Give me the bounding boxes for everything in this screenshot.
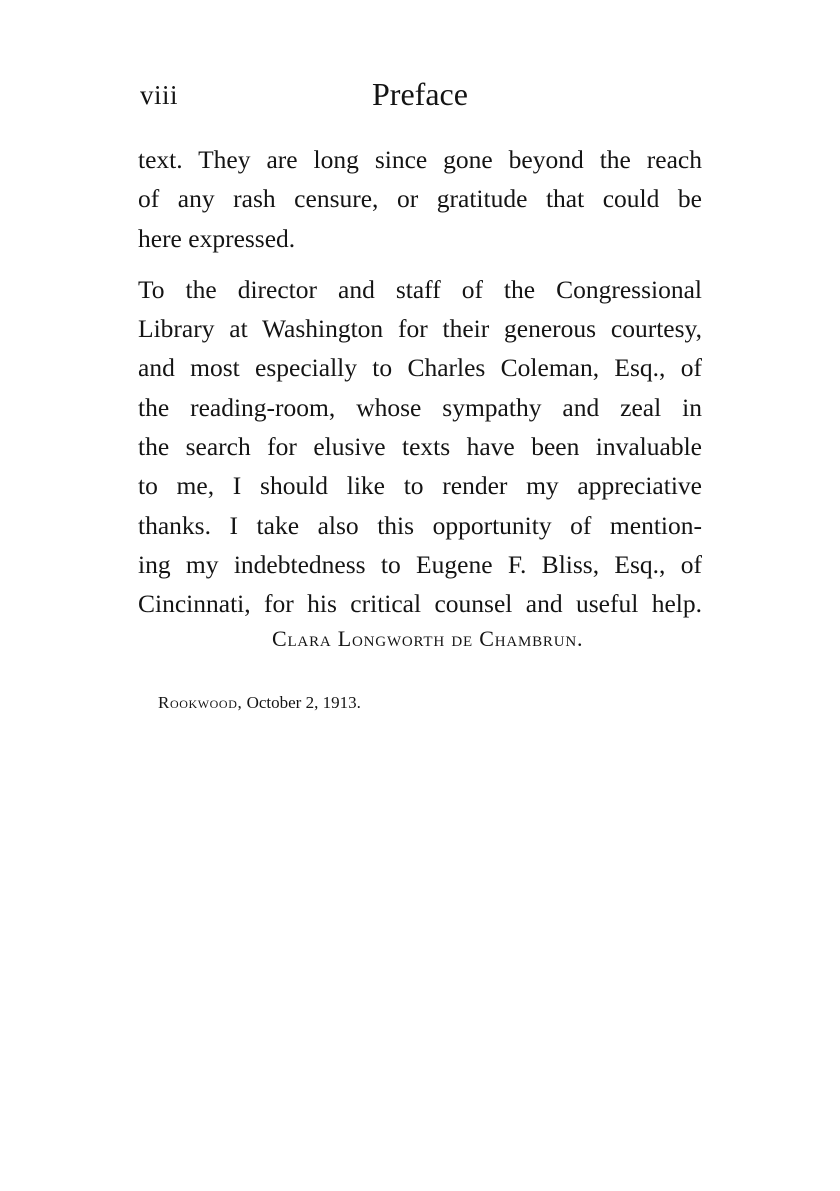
dateline-place: Rookwood, xyxy=(158,693,243,712)
dateline xyxy=(158,693,361,713)
running-head xyxy=(140,76,700,116)
preface-body xyxy=(138,140,702,624)
author-signature: Clara Longworth de Chambrun. xyxy=(272,626,584,651)
text-line: to me, I should like to render my appreciative xyxy=(138,471,702,501)
text-line: here expressed. xyxy=(138,223,296,253)
page-number: viii xyxy=(140,80,179,110)
text-line: the reading-room, whose sympathy and zeal in xyxy=(138,392,702,422)
text-line: the search for elusive texts have been invaluable xyxy=(138,432,702,462)
text-line: ing my indebtedness to Eugene F. Bliss, Esq., of xyxy=(138,549,702,579)
paragraph-spacer xyxy=(138,258,702,270)
text-line: Cincinnati, for his critical counsel and useful help. xyxy=(138,589,702,619)
text-line: of any rash censure, or gratitude that could be xyxy=(138,184,702,214)
page-title: Preface xyxy=(372,76,468,112)
dateline-date: October 2, 1913. xyxy=(246,693,361,712)
paragraph-1 xyxy=(138,140,702,258)
text-line: text. They are long since gone beyond the reach xyxy=(138,145,702,174)
text-line: and most especially to Charles Coleman, Esq., of xyxy=(138,353,702,383)
text-line: To the director and staff of the Congressional xyxy=(138,274,702,304)
text-line: thanks. I take also this opportunity of mention- xyxy=(138,510,702,540)
paragraph-2 xyxy=(138,270,702,624)
text-line: Library at Washington for their generous courtesy, xyxy=(138,314,702,344)
